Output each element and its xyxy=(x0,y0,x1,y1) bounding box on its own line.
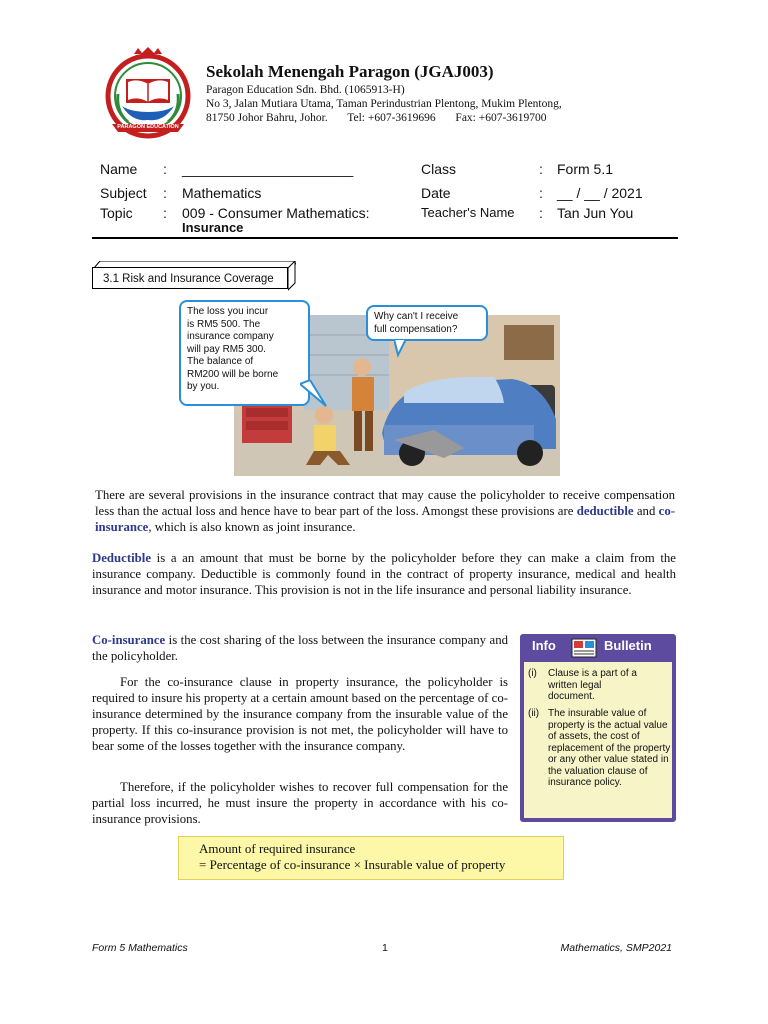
address-line-2 xyxy=(206,112,547,124)
fax: Fax: +607-3619700 xyxy=(455,112,547,124)
logo-text: PARAGON EDUCATION xyxy=(117,124,179,130)
footer-right: Mathematics, SMP2021 xyxy=(560,942,672,954)
class-label: Class xyxy=(421,161,457,177)
subject-value: Mathematics xyxy=(182,185,262,201)
section-title: 3.1 Risk and Insurance Coverage xyxy=(92,267,288,289)
speech-bubble-policyholder xyxy=(366,305,488,341)
paragraph-text: There are several provisions in the insurance contract that may cause the policyholder to receive compensation less than the actual loss and hence have to bear part of the loss. Amongst these provisions are xyxy=(95,488,675,518)
paragraph-text: is a an amount that must be borne by the policyholder before they can make a claim from the insurance company. Deductible is commonly found in the contract of property insurance, medical and health insurance and motor insurance. This provision is not in the life insurance and personal liability insurance. xyxy=(92,551,676,597)
subject-label: Subject xyxy=(100,185,147,201)
name-field[interactable]: ______________________ xyxy=(182,161,354,177)
deductible-paragraph xyxy=(92,550,676,598)
teacher-name: Tan Jun You xyxy=(557,205,634,221)
paragraph-text: is the cost sharing of the loss between the insurance company and the policyholder. xyxy=(92,633,508,663)
bulletin-item-number: (ii) xyxy=(528,708,540,719)
bubble-line: RM200 will be borne xyxy=(187,368,279,380)
company-name: Paragon Education Sdn. Bhd. (1065913-H) xyxy=(206,84,405,96)
bulletin-item-text: The insurable value of property is the actual value of assets, the cost of replacement of the property or any other value stated in the valuation clause of insurance policy. xyxy=(548,708,671,788)
bulletin-title-bulletin: Bulletin xyxy=(604,638,652,653)
formula-box xyxy=(178,836,564,880)
paragraph-text: and xyxy=(633,504,659,518)
bulletin-title-info: Info xyxy=(532,638,556,653)
school-logo xyxy=(104,46,192,142)
info-bulletin xyxy=(520,634,676,822)
bubble-line: will pay RM5 300. xyxy=(187,343,266,355)
bubble-tail xyxy=(394,339,414,359)
bubble-line: The balance of xyxy=(187,356,254,367)
class-value: Form 5.1 xyxy=(557,161,614,177)
address-city: 81750 Johor Bahru, Johor. xyxy=(206,112,328,124)
page-number: 1 xyxy=(382,942,388,954)
bubble-line: by you. xyxy=(187,381,220,392)
section-title-box xyxy=(92,261,290,287)
bubble-tail xyxy=(300,380,330,410)
bubble-line: is RM5 500. The xyxy=(187,318,261,330)
keyword-deductible: Deductible xyxy=(92,551,152,565)
colon: : xyxy=(539,205,543,221)
bubble-line: The loss you incur xyxy=(187,306,269,317)
formula-line-2: = Percentage of co-insurance × Insurable value of property xyxy=(199,857,506,872)
address-line-1: No 3, Jalan Mutiara Utama, Taman Perindustrian Plentong, Mukim Plentong, xyxy=(206,98,562,110)
recovery-paragraph: Therefore, if the policyholder wishes to recover full compensation for the partial loss incurred, he must insure the property in accordance with his co-insurance provisions. xyxy=(92,780,508,826)
colon: : xyxy=(163,161,167,177)
date-label: Date xyxy=(421,185,451,201)
colon: : xyxy=(163,205,167,221)
bubble-line: insurance company xyxy=(187,331,274,342)
topic-subtitle: Insurance xyxy=(182,220,244,235)
newspaper-icon xyxy=(571,638,597,658)
bulletin-body xyxy=(524,662,672,818)
colon: : xyxy=(163,185,167,201)
coinsurance-clause-paragraph: For the co-insurance clause in property insurance, the policyholder is required to insure his property at a certain amount based on the percentage of co-insurance determined by the insurance company from the insurable value of the property. If this co-insurance provision is not met, the policyholder will have to bear some of the losses together with the insurance company. xyxy=(92,675,508,753)
coinsurance-paragraph xyxy=(92,632,508,664)
bubble-line: Why can't I receive xyxy=(374,311,459,322)
name-label: Name xyxy=(100,161,138,177)
formula-line-1: Amount of required insurance xyxy=(199,841,356,856)
school-name: Sekolah Menengah Paragon (JGAJ003) xyxy=(206,62,494,81)
speech-bubble-adjuster xyxy=(179,300,310,406)
bulletin-item-text: Clause is a part of a written legal document. xyxy=(548,668,637,702)
date-field[interactable]: __ / __ / 2021 xyxy=(557,185,643,201)
intro-paragraph xyxy=(95,487,675,535)
telephone: Tel: +607-3619696 xyxy=(347,112,436,124)
box-side-face xyxy=(288,261,296,291)
colon: : xyxy=(539,161,543,177)
bubble-line: full compensation? xyxy=(374,323,458,335)
keyword-deductible: deductible xyxy=(576,504,634,518)
keyword-coinsurance: co-insurance xyxy=(95,504,675,534)
topic-label: Topic xyxy=(100,205,133,221)
topic-value: 009 - Consumer Mathematics: xyxy=(182,205,370,221)
bulletin-item-number: (i) xyxy=(528,668,537,679)
header-divider xyxy=(92,237,678,239)
colon: : xyxy=(539,185,543,201)
footer-left: Form 5 Mathematics xyxy=(92,942,188,954)
keyword-coinsurance: Co-insurance xyxy=(92,633,166,647)
teacher-label: Teacher's Name xyxy=(421,205,515,220)
paragraph-text: , which is also known as joint insurance. xyxy=(148,520,356,534)
